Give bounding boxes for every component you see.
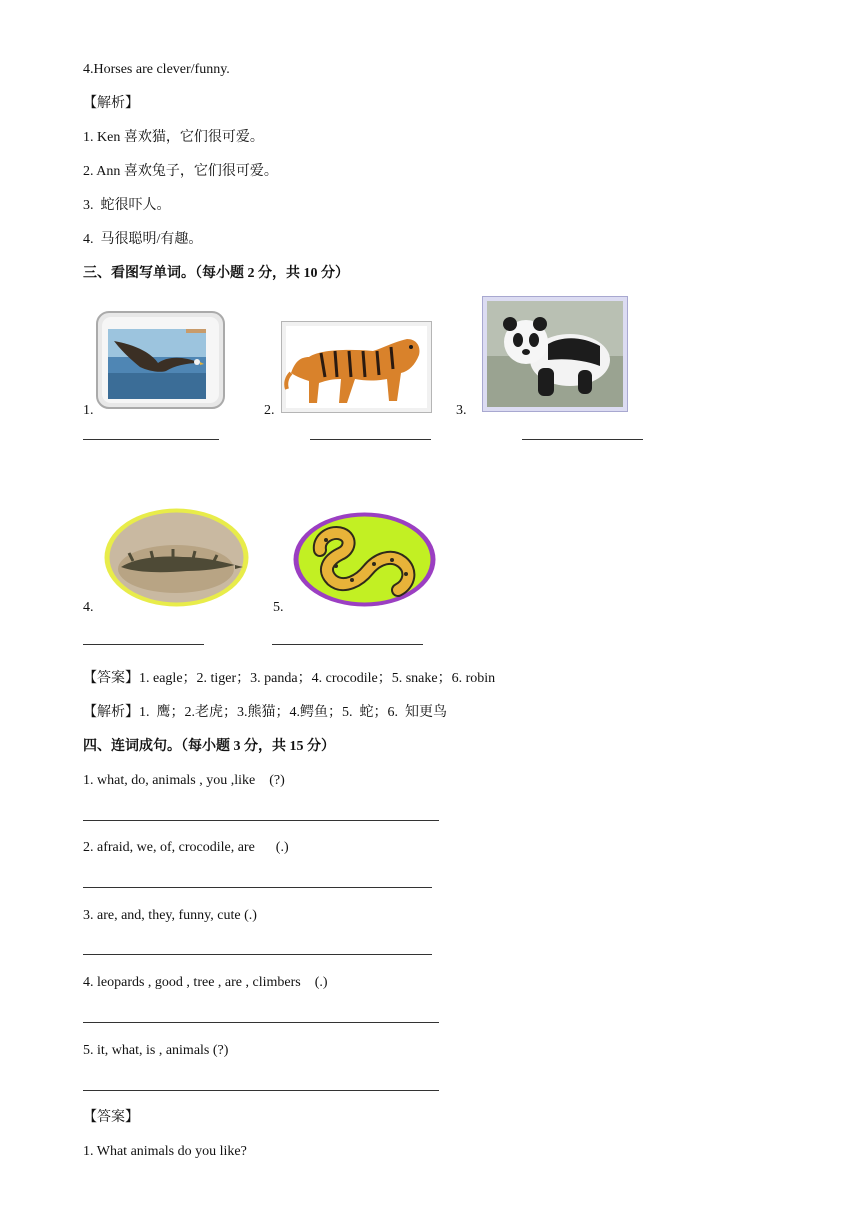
analysis-line: 1. Ken 喜欢猫，它们很可爱。 <box>83 130 264 145</box>
analysis-line: 4. 马很聪明/有趣。 <box>83 232 203 247</box>
snake-picture <box>292 510 437 609</box>
picture-number: 4. <box>83 600 94 615</box>
answer-blank[interactable] <box>522 439 643 440</box>
answer-line[interactable] <box>83 1090 439 1091</box>
picture-number: 1. <box>83 403 94 418</box>
section4-title: 四、连词成句。（每小题 3 分，共 15 分） <box>83 739 335 754</box>
eagle-picture <box>96 311 225 409</box>
analysis-label: 【解析】 <box>83 96 139 111</box>
q4-answer: 4.Horses are clever/funny. <box>83 62 230 77</box>
answer-label: 【答案】 <box>83 1110 139 1125</box>
picture-number: 3. <box>456 403 467 418</box>
analysis-line: 2. Ann 喜欢兔子，它们很可爱。 <box>83 164 278 179</box>
answer-line[interactable] <box>83 887 432 888</box>
answer-item: 1. What animals do you like? <box>83 1144 247 1159</box>
question-item: 4. leopards , good , tree , are , climbers (.) <box>83 975 328 990</box>
panda-picture <box>482 296 628 412</box>
crocodile-picture <box>103 507 250 608</box>
tiger-picture <box>281 321 432 413</box>
section3-answer: 【答案】1. eagle；2. tiger；3. panda；4. crocodile；5. snake；6. robin <box>83 671 496 686</box>
question-item: 1. what, do, animals , you ,like (?) <box>83 773 285 788</box>
section3-analysis: 【解析】1. 鹰；2.老虎；3.熊猫；4.鳄鱼；5. 蛇；6. 知更鸟 <box>83 705 447 720</box>
answer-line[interactable] <box>83 1022 439 1023</box>
analysis-line: 3. 蛇很吓人。 <box>83 198 171 213</box>
section3-title: 三、看图写单词。（每小题 2 分，共 10 分） <box>83 266 349 281</box>
answer-blank[interactable] <box>310 439 431 440</box>
question-item: 5. it, what, is , animals (?) <box>83 1043 229 1058</box>
answer-line[interactable] <box>83 820 439 821</box>
question-item: 3. are, and, they, funny, cute (.) <box>83 908 257 923</box>
answer-line[interactable] <box>83 954 432 955</box>
picture-number: 2. <box>264 403 275 418</box>
question-item: 2. afraid, we, of, crocodile, are (.) <box>83 840 289 855</box>
picture-number: 5. <box>273 600 284 615</box>
answer-blank[interactable] <box>83 644 204 645</box>
answer-blank[interactable] <box>83 439 219 440</box>
answer-blank[interactable] <box>272 644 423 645</box>
